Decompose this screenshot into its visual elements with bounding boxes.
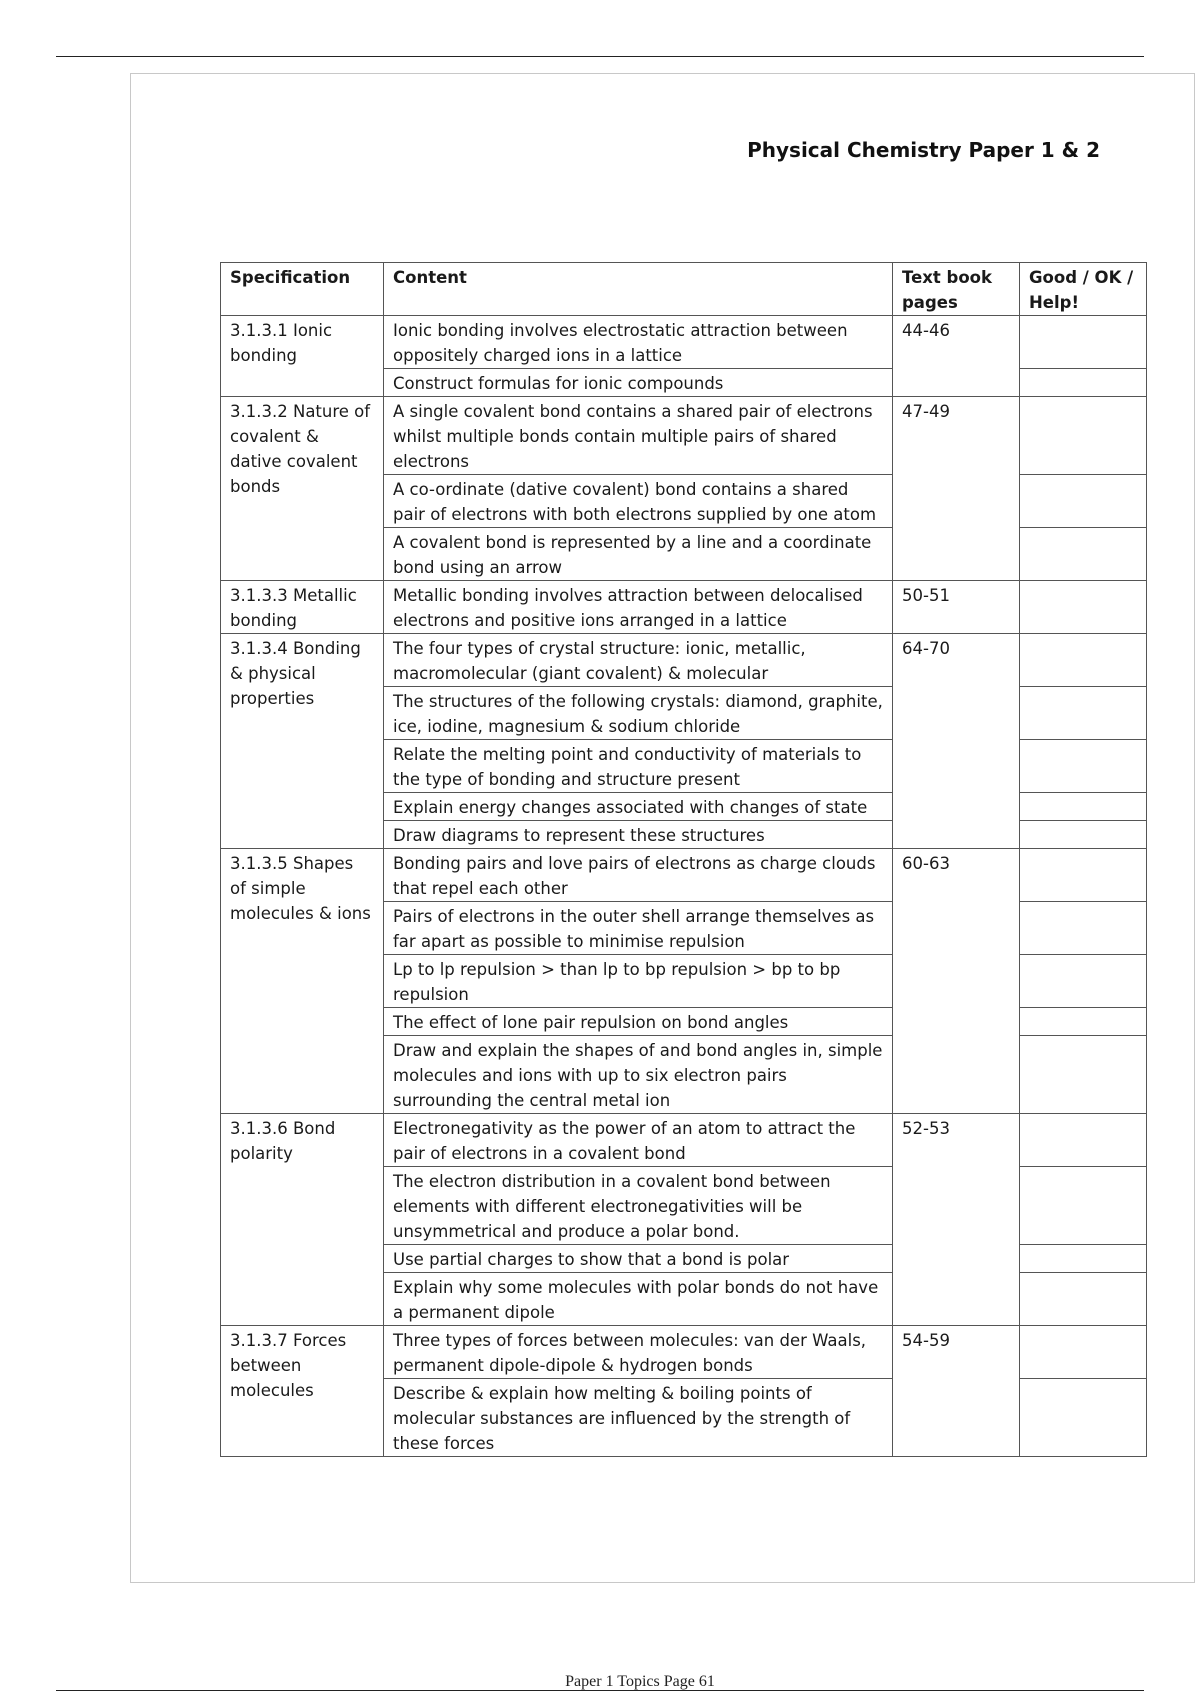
spec-cell: 3.1.3.6 Bond polarity <box>221 1114 384 1326</box>
content-cell: The electron distribution in a covalent bond between elements with different electronegativities will be unsymmetrical and produce a polar bond. <box>384 1167 893 1245</box>
rating-cell[interactable] <box>1020 1245 1147 1273</box>
pages-cell: 54-59 <box>893 1326 1020 1457</box>
pages-cell: 64-70 <box>893 634 1020 849</box>
content-cell: A co-ordinate (dative covalent) bond contains a shared pair of electrons with both electrons supplied by one atom <box>384 475 893 528</box>
table-row <box>221 634 1147 687</box>
bottom-rule <box>56 1690 1144 1691</box>
table-body <box>221 316 1147 1457</box>
content-cell: Explain energy changes associated with changes of state <box>384 793 893 821</box>
pages-cell: 50-51 <box>893 581 1020 634</box>
page-title: Physical Chemistry Paper 1 & 2 <box>747 138 1100 162</box>
content-cell: The effect of lone pair repulsion on bond angles <box>384 1008 893 1036</box>
pages-cell: 44-46 <box>893 316 1020 397</box>
content-cell: A covalent bond is represented by a line and a coordinate bond using an arrow <box>384 528 893 581</box>
content-cell: Use partial charges to show that a bond is polar <box>384 1245 893 1273</box>
content-cell: Electronegativity as the power of an atom to attract the pair of electrons in a covalent bond <box>384 1114 893 1167</box>
rating-cell[interactable] <box>1020 528 1147 581</box>
rating-cell[interactable] <box>1020 369 1147 397</box>
rating-cell[interactable] <box>1020 1167 1147 1245</box>
content-cell: Ionic bonding involves electrostatic attraction between oppositely charged ions in a lattice <box>384 316 893 369</box>
content-cell: Draw and explain the shapes of and bond angles in, simple molecules and ions with up to six electron pairs surrounding the central metal ion <box>384 1036 893 1114</box>
rating-cell[interactable] <box>1020 740 1147 793</box>
rating-cell[interactable] <box>1020 902 1147 955</box>
rating-cell[interactable] <box>1020 581 1147 634</box>
header-specification: Specification <box>221 263 384 316</box>
content-cell: Describe & explain how melting & boiling points of molecular substances are influenced by the strength of these forces <box>384 1379 893 1457</box>
content-cell: Three types of forces between molecules: van der Waals, permanent dipole-dipole & hydrogen bonds <box>384 1326 893 1379</box>
content-cell: Bonding pairs and love pairs of electrons as charge clouds that repel each other <box>384 849 893 902</box>
table-row <box>221 849 1147 902</box>
content-cell: A single covalent bond contains a shared pair of electrons whilst multiple bonds contain multiple pairs of shared electrons <box>384 397 893 475</box>
rating-cell[interactable] <box>1020 687 1147 740</box>
rating-cell[interactable] <box>1020 634 1147 687</box>
table-row <box>221 1326 1147 1379</box>
rating-cell[interactable] <box>1020 821 1147 849</box>
spec-cell: 3.1.3.7 Forces between molecules <box>221 1326 384 1457</box>
spec-cell: 3.1.3.4 Bonding & physical properties <box>221 634 384 849</box>
table-row <box>221 581 1147 634</box>
content-cell: Metallic bonding involves attraction between delocalised electrons and positive ions arranged in a lattice <box>384 581 893 634</box>
rating-cell[interactable] <box>1020 1379 1147 1457</box>
spec-cell: 3.1.3.5 Shapes of simple molecules & ions <box>221 849 384 1114</box>
top-rule <box>56 56 1144 57</box>
spec-cell: 3.1.3.3 Metallic bonding <box>221 581 384 634</box>
content-cell: Lp to lp repulsion > than lp to bp repulsion > bp to bp repulsion <box>384 955 893 1008</box>
rating-cell[interactable] <box>1020 1008 1147 1036</box>
table-row <box>221 316 1147 369</box>
content-cell: Relate the melting point and conductivity of materials to the type of bonding and structure present <box>384 740 893 793</box>
rating-cell[interactable] <box>1020 793 1147 821</box>
header-text-book-pages: Text book pages <box>893 263 1020 316</box>
rating-cell[interactable] <box>1020 1326 1147 1379</box>
rating-cell[interactable] <box>1020 316 1147 369</box>
rating-cell[interactable] <box>1020 397 1147 475</box>
rating-cell[interactable] <box>1020 1273 1147 1326</box>
pages-cell: 60-63 <box>893 849 1020 1114</box>
pages-cell: 47-49 <box>893 397 1020 581</box>
content-cell: The four types of crystal structure: ionic, metallic, macromolecular (giant covalent) & molecular <box>384 634 893 687</box>
specification-table <box>220 262 1147 1457</box>
content-cell: Explain why some molecules with polar bonds do not have a permanent dipole <box>384 1273 893 1326</box>
page-footer: Paper 1 Topics Page 61 <box>565 1673 715 1690</box>
table-row <box>221 1114 1147 1167</box>
rating-cell[interactable] <box>1020 1036 1147 1114</box>
table-row <box>221 397 1147 475</box>
rating-cell[interactable] <box>1020 475 1147 528</box>
spec-cell: 3.1.3.1 Ionic bonding <box>221 316 384 397</box>
pages-cell: 52-53 <box>893 1114 1020 1326</box>
table-header-row <box>221 263 1147 316</box>
content-cell: The structures of the following crystals: diamond, graphite, ice, iodine, magnesium & sodium chloride <box>384 687 893 740</box>
content-cell: Pairs of electrons in the outer shell arrange themselves as far apart as possible to minimise repulsion <box>384 902 893 955</box>
header-content: Content <box>384 263 893 316</box>
header-rating: Good / OK / Help! <box>1020 263 1147 316</box>
rating-cell[interactable] <box>1020 849 1147 902</box>
rating-cell[interactable] <box>1020 1114 1147 1167</box>
rating-cell[interactable] <box>1020 955 1147 1008</box>
spec-cell: 3.1.3.2 Nature of covalent & dative covalent bonds <box>221 397 384 581</box>
content-cell: Construct formulas for ionic compounds <box>384 369 893 397</box>
content-cell: Draw diagrams to represent these structures <box>384 821 893 849</box>
